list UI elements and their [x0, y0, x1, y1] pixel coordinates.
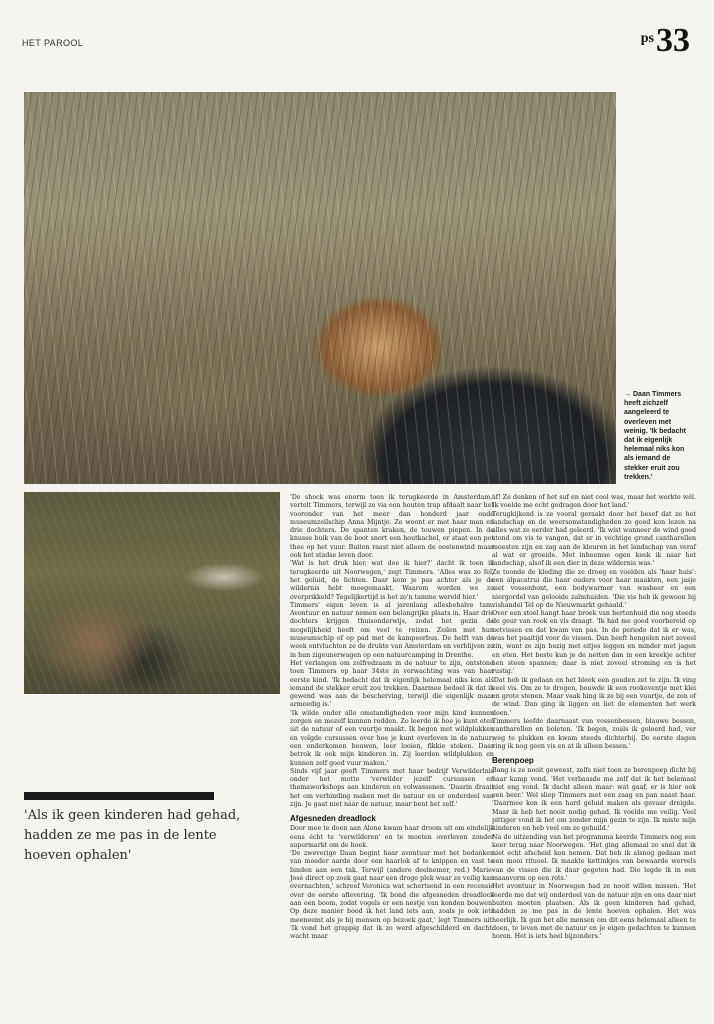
- paragraph: Het verlangen om zelfredzaam in de natuur te zijn, ontstond toen Timmers op haar 34ste in verwachting was van haar eerste kind. 'Ik bedacht dat ik eigenlijk helemaal niks kon als iemand de stekker eruit zou trekken. Daarmee bedoel ik dat ik gewend was aan de bescherving, terwijl die eigenlijk maar armoedig is.': [290, 659, 494, 709]
- quote-divider: [24, 792, 214, 800]
- side-photo: [24, 492, 280, 694]
- subheading: Afgesneden dreadlock: [290, 814, 376, 824]
- paragraph: Bang is ze nooit geweest, zelfs niet toen ze berenpoep dicht bij haar kamp vond. 'Het verbaasde me zelf dat ik het helemaal niet eng vond. Ik dacht alleen maar: wat gaaf, er is hier ook een beer.' Wel sliep Timmers met een zaag en pan naast haar. 'Daarmee kon ik een hard geluid maken als gevaar dreigde. Maar ik heb het nooit nodig gehad. Ik voelde me veilig. Veel pittiger vond ik het om zonder mijn gezin te zijn. Ik miste mijn kinderen en heb veel om ze gehuild.': [492, 767, 696, 833]
- section-label: ps: [640, 31, 654, 46]
- paragraph: Ze toonde de kleding die ze droeg en voelden als 'haar huis': een alpacatrui die haar ouders voor haar maakten, een jasje met vossenbont, een bodywarmer van wasbeer en een niergordel van gelooide zalmhuiden. 'Die vis heb ik gewoon bij vishandel Tel op de Nieuwmarkt gehaald.': [492, 568, 696, 609]
- main-photo: [24, 92, 616, 484]
- subheading: Berenpoep: [492, 756, 534, 766]
- page-number-value: 33: [656, 22, 690, 59]
- paragraph: af! Ze denken of het suf en niet cool was, maar het werkte wél. Ik voelde me echt gedragen door het land.': [492, 494, 696, 510]
- article-column-2: [492, 494, 696, 941]
- pull-quote: 'Als ik geen kinderen had gehad, hadden ze me pas in de lente hoeven ophalen': [24, 808, 241, 863]
- arrow-icon: →: [624, 391, 631, 398]
- paragraph: Timmers leefde daarnaast van vossenbessen, blauwe bessen, cantharellen en boleten. 'Ik begon, zoals ik geleerd had, ver weg te plukken en kwam steeds dichterbij. De eerste dagen ving ik nog geen vis en at ik alleen bessen.': [492, 718, 696, 750]
- paragraph: Timmers' eigen leven is al jarenlang allesbehalve tam. Avontuur en natuur nemen een belangrijke plaats in. Haar drie dochters krijgen thuisonderwijs, zodat het gezin de mogelijkheid heeft om veel te reizen. Zeilen met hun museumschip of op pad met de kampeerbus. De helft van de week ontvluchten ze de drukte van Amsterdam en verblijven ze in hun zigeunerwagen op een natuurcamping in Drenthe.: [290, 601, 494, 659]
- paragraph: 'De zweverige Daan begint haar avontuur met het bedanken van moeder aarde door een haarlok af te knippen en vast te binden aan een tak. Terwijl (andere deelnemer, red.) Marie-José direct op zoek gaat naar een droge plek waar ze veilig kan overnachten,' schreef Veronica wat schertsend in een recensie over de eerste aflevering. 'Ik bond die afgesneden dreadlock aan een boom, zodat vogels er een nestje van konden bouwen. Op deze manier bood ik het land iets aan, zoals je ook iets meeneemt als je bij mensen op bezoek gaat,' legt Timmers uit. 'Ik vond het grappig dat ik zo werd afgeschilderd en dacht: wacht maar: [290, 850, 494, 941]
- paragraph: Door mee te doen aan Alone kwam haar droom uit om eindelijk eens écht te 'verwilderen' en te moeten overleven zonder supermarkt om de hoek.: [290, 825, 494, 849]
- photo-caption: [624, 390, 694, 482]
- paragraph: 'Wat is het druk hier, wat doe ik hier?' dacht ik toen ik terugkeerde uit Noorwegen,' zegt Timmers. 'Alles was zo fel, het geluid, de lichten. Daar kom je pas achter als je de wildernis hebt meegemaakt. Waarom worden we zo overprikkeld? Tegelijkertijd is het zo'n tamme wereld hier.': [290, 560, 494, 601]
- paragraph: 'Ik wilde onder alle omstandigheden voor mijn kind kunnen zorgen en mezelf kunnen redden. Zo leerde ik hoe je kunt eten uit de natuur of een vuurtje maakt. Ik begon met wildplukken en volgde cursussen over hoe je kunt overleven in de natuur: een onderkomen bouwen, leer looien, fikkie stoken. Daar betrok ik ook mijn kinderen in. Zij leerden wildplukken en kunnen zelf goed vuur maken.': [290, 709, 494, 767]
- paragraph: Het avontuur in Noorwegen had ze nooit willen missen. 'Het leerde me dat wij onderdeel van de natuur zijn en ons daar niet buiten moeten plaatsen. Als ik geen kinderen had gehad, hadden ze me pas in de lente hoeven ophalen. Het was heerlijk. Ik gun het alle mensen om dit eens helemaal alleen te doen, te leven met de natuur en je eigen gedachten te kunnen horen. Het is iets heel bijzonders.': [492, 883, 696, 941]
- paragraph: Terugkijkend is ze vooral geraakt door het besef dat ze het landschap en de weersomstandigheden zo goed kon lezen na alles wat ze eerder had geleerd. 'Ik wist wanneer de wind goed stond om vis te vangen, dat er in vochtige grond cantharellen moesten zijn en zag aan de kleuren in het landschap van veraf al wat er groeide. Met inheemse ogen keek ik naar het landschap, alsof ik een dier in deze wildernis was.': [492, 510, 696, 568]
- paragraph: Over een stoel hangt haar broek van hertenhuid die nog steeds de geur van rook en vis draagt. 'Ik had me goed voorbereid op netvissen en dat kwam van pas. In de periode dat ik er was, was het paaitijd voor de vissen. Dan heeft hengelen niet zoveel zin, want ze zijn bezig met eitjes leggen en minder met jagen en eten. Het beste kun je de netten dan in een kreekje achter een steen spannen; daar is niet zoveel stroming en is het rustig.': [492, 610, 696, 676]
- paragraph: Na de uitzending van het programma keerde Timmers nog een keer terug naar Noorwegen. 'Het ging allemaal zo snel dat ik niet echt afscheid kon nemen. Dat heb ik alsnog gedaan met een mooi ritueel. Ik maakte kettinkjes van bewaarde wervels van de vissen die ik daar gegeten had. Die legde ik in een maanvorm op een rots.': [492, 833, 696, 883]
- caption-text: Daan Timmers heeft zichzelf aangeleerd te overleven met weinig. 'Ik bedacht dat ik eigenlijk helemaal niks kon als iemand de stekker eruit zou trekken.': [624, 391, 686, 481]
- paragraph: Sinds vijf jaar geeft Timmers met haar bedrijf Verwilderlnis onder het motto 'verwilder jezelf' cursussen en themaworkshops aan kinderen en volwassenen. 'Daarin draait het om verbinding maken met de natuur en er onderdeel van zijn. Je gaat niet náár de natuur, maar bent het zelf.': [290, 767, 494, 808]
- paragraph: 'Dat heb ik gedaan en het bleek een gouden zet te zijn. Ik ving veel vis. Om ze te drogen, bouwde ik een rookoventje met klei en grote stenen. Maar vaak hing ik ze bij een vuurtje, de zon of de wind. Dan ging ik liggen en liet de elementen het werk doen.': [492, 676, 696, 717]
- article-column-1: [290, 494, 494, 941]
- masthead: HET PAROOL: [22, 38, 84, 48]
- paragraph: 'De shock was enorm toen ik terugkeerde in Amsterdam,' vertelt Timmers, terwijl ze via een houten trap afdaalt naar het vooronder van het meer dan honderd jaar oude museumzeilschip Anna Mijntje. Ze woont er met haar man en drie dochters. De spanten kraken, de touwen piepen. In de knusse buik van de boot snort een houtkachel, er staat een pot thee op het vuur. Buiten raast niet alleen de oostenwind maar ook het stadse leven door.: [290, 494, 494, 560]
- page-number: [641, 24, 690, 58]
